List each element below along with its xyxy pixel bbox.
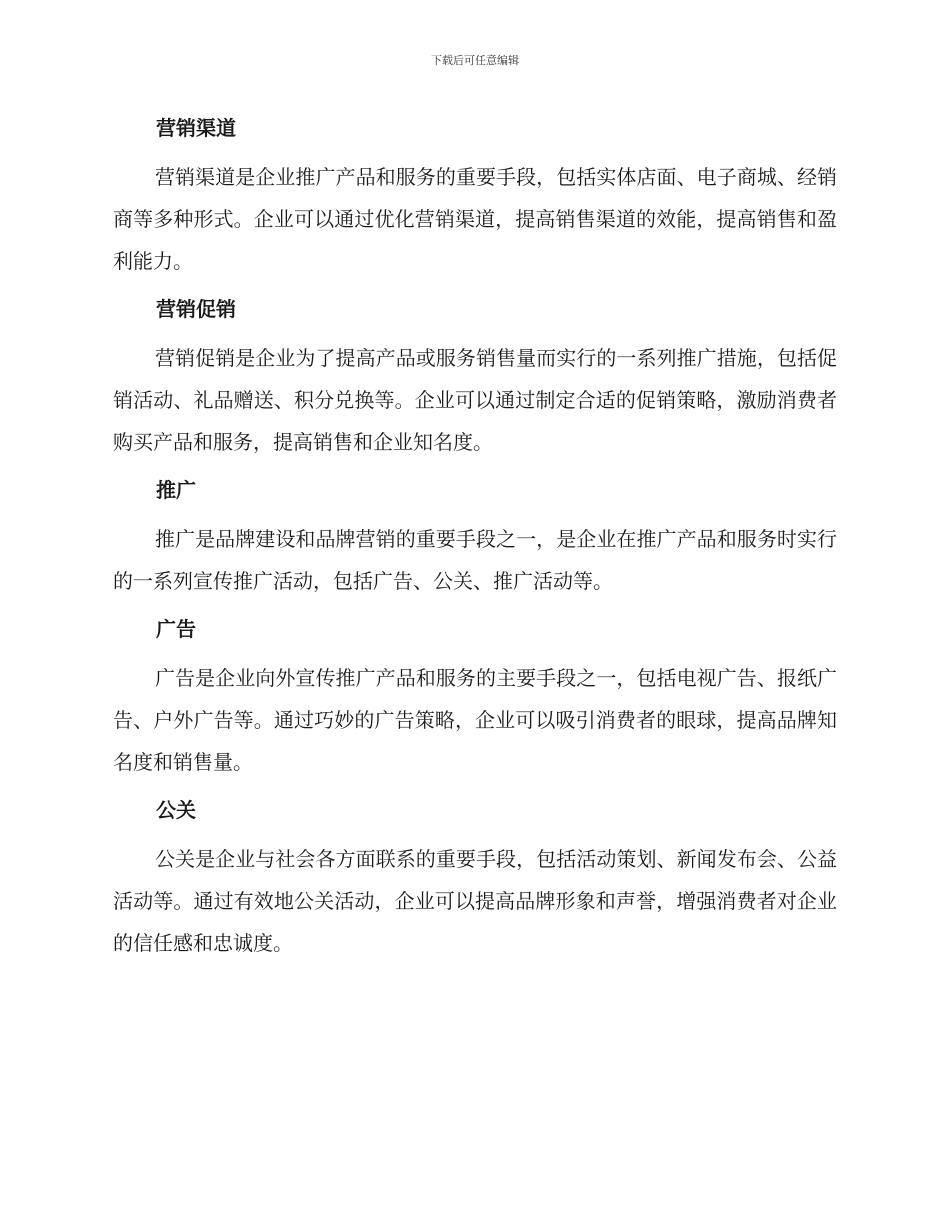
- section-heading: 公关: [156, 798, 196, 822]
- section-paragraph: 营销促销是企业为了提高产品或服务销售量而实行的一系列推广措施，包括促销活动、礼品赠送、积分兑换等。企业可以通过制定合适的促销策略，激励消费者购买产品和服务，提高销售和企业知名度。: [113, 346, 837, 454]
- section-heading: 营销促销: [156, 297, 236, 321]
- section-heading: 营销渠道: [156, 116, 236, 140]
- page-header-note: 下载后可任意编辑: [431, 54, 519, 67]
- section-paragraph: 推广是品牌建设和品牌营销的重要手段之一，是企业在推广产品和服务时实行的一系列宣传推广活动，包括广告、公关、推广活动等。: [113, 527, 837, 593]
- section-heading: 广告: [156, 617, 196, 641]
- section-paragraph: 广告是企业向外宣传推广产品和服务的主要手段之一，包括电视广告、报纸广告、户外广告等。通过巧妙的广告策略，企业可以吸引消费者的眼球，提高品牌知名度和销售量。: [113, 666, 837, 774]
- section-advertising: [113, 609, 837, 783]
- section-promotion: [113, 470, 837, 602]
- section-marketing-promotion: [113, 289, 837, 463]
- section-marketing-channels: [113, 108, 837, 282]
- section-paragraph: 营销渠道是企业推广产品和服务的重要手段，包括实体店面、电子商城、经销商等多种形式。企业可以通过优化营销渠道，提高销售渠道的效能，提高销售和盈利能力。: [113, 165, 837, 273]
- document-body: [113, 108, 837, 971]
- section-heading: 推广: [156, 478, 196, 502]
- section-public-relations: [113, 790, 837, 964]
- section-paragraph: 公关是企业与社会各方面联系的重要手段，包括活动策划、新闻发布会、公益活动等。通过有效地公关活动，企业可以提高品牌形象和声誉，增强消费者对企业的信任感和忠诚度。: [113, 847, 837, 955]
